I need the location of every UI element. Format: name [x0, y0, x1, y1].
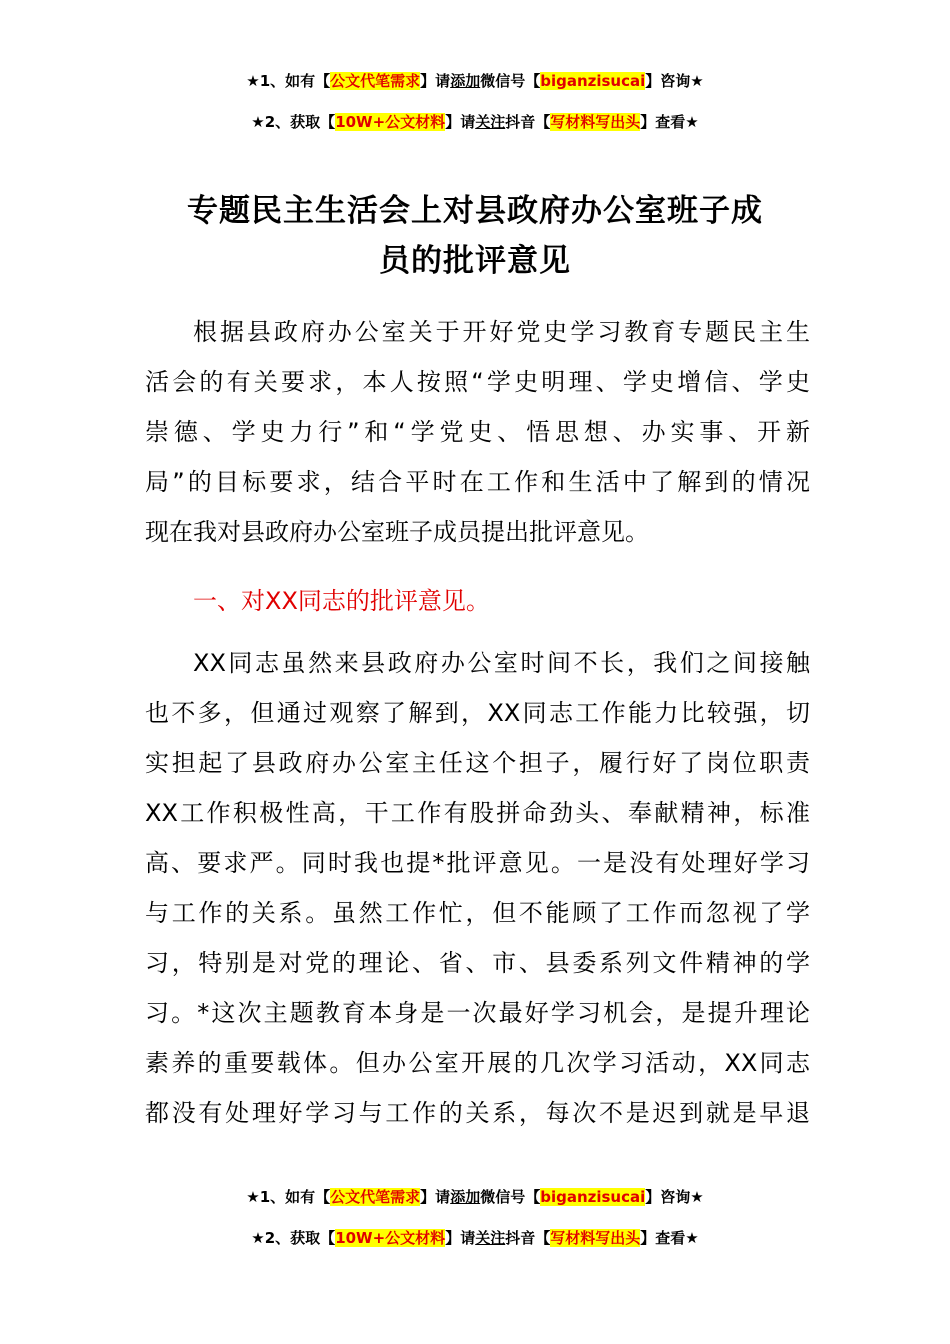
banner-text: 】请: [420, 1188, 451, 1206]
banner-highlight: 写材料写出头: [550, 1229, 641, 1247]
banner-text: 】咨询★: [645, 72, 704, 90]
paragraph-line: 与工作的关系。虽然工作忙，但不能顾了工作而忽视了学: [145, 899, 810, 927]
paragraph-line: XX同志虽然来县政府办公室时间不长，我们之间接触: [193, 649, 810, 677]
paragraph-line: 素养的重要载体。但办公室开展的几次学习活动，XX同志: [145, 1049, 810, 1077]
banner-text: 】咨询★: [645, 1188, 704, 1206]
paragraph-critique: [145, 638, 810, 1138]
banner-text: 微信号【: [480, 1188, 541, 1206]
document-title: [0, 186, 950, 286]
banner-text: ★2、获取【: [251, 1229, 336, 1247]
banner-text: 】请: [445, 1229, 476, 1247]
paragraph-intro: [145, 307, 810, 557]
banner-text: 微信号【: [480, 72, 541, 90]
paragraph-line: 也不多，但通过观察了解到，XX同志工作能力比较强，切: [145, 699, 810, 727]
banner-highlight: 写材料写出头: [550, 113, 641, 131]
banner-underline: 关注: [475, 113, 506, 131]
banner-text: 抖音【: [505, 113, 551, 131]
paragraph-line: 高、要求严。同时我也提*批评意见。一是没有处理好学习: [145, 849, 810, 877]
banner-highlight: 公文代笔需求: [330, 72, 421, 90]
paragraph-line: 崇德、学史力行”和“学党史、悟思想、办实事、开新: [145, 418, 810, 446]
banner-underline: 添加: [450, 1188, 481, 1206]
banner-underline: 关注: [475, 1229, 506, 1247]
paragraph-line: 习。*这次主题教育本身是一次最好学习机会，是提升理论: [145, 999, 810, 1027]
paragraph-line: 都没有处理好学习与工作的关系，每次不是迟到就是早退: [145, 1099, 810, 1127]
banner-text: ★2、获取【: [251, 113, 336, 131]
bottom-banner-line-1: [0, 1186, 950, 1208]
paragraph-line: XX工作积极性高，干工作有股拼命劲头、奉献精神，标准: [145, 799, 810, 827]
title-line: 专题民主生活会上对县政府办公室班子成: [187, 193, 763, 229]
banner-highlight: biganzisucai: [540, 1188, 646, 1206]
bottom-banner-line-2: [0, 1227, 950, 1249]
top-banner-line-1: [0, 70, 950, 92]
banner-highlight: biganzisucai: [540, 72, 646, 90]
banner-underline: 添加: [450, 72, 481, 90]
title-line: 员的批评意见: [379, 243, 571, 279]
banner-text: 抖音【: [505, 1229, 551, 1247]
banner-text: ★1、如有【: [246, 72, 331, 90]
paragraph-line: 习，特别是对党的理论、省、市、县委系列文件精神的学: [145, 949, 810, 977]
banner-highlight: 10W+公文材料: [335, 1229, 446, 1247]
banner-text: 】查看★: [640, 113, 699, 131]
banner-text: 】请: [445, 113, 476, 131]
banner-text: 】查看★: [640, 1229, 699, 1247]
paragraph-line: 活会的有关要求，本人按照“学史明理、学史增信、学史: [145, 368, 810, 396]
banner-text: ★1、如有【: [246, 1188, 331, 1206]
paragraph-line: 现在我对县政府办公室班子成员提出批评意见。: [145, 518, 649, 546]
banner-highlight: 10W+公文材料: [335, 113, 446, 131]
paragraph-line: 根据县政府办公室关于开好党史学习教育专题民主生: [193, 318, 810, 346]
section-heading: 一、对XX同志的批评意见。: [193, 587, 490, 615]
banner-text: 】请: [420, 72, 451, 90]
paragraph-line: 实担起了县政府办公室主任这个担子，履行好了岗位职责: [145, 749, 810, 777]
banner-highlight: 公文代笔需求: [330, 1188, 421, 1206]
top-banner-line-2: [0, 111, 950, 133]
paragraph-line: 局”的目标要求，结合平时在工作和生活中了解到的情况: [145, 468, 810, 496]
